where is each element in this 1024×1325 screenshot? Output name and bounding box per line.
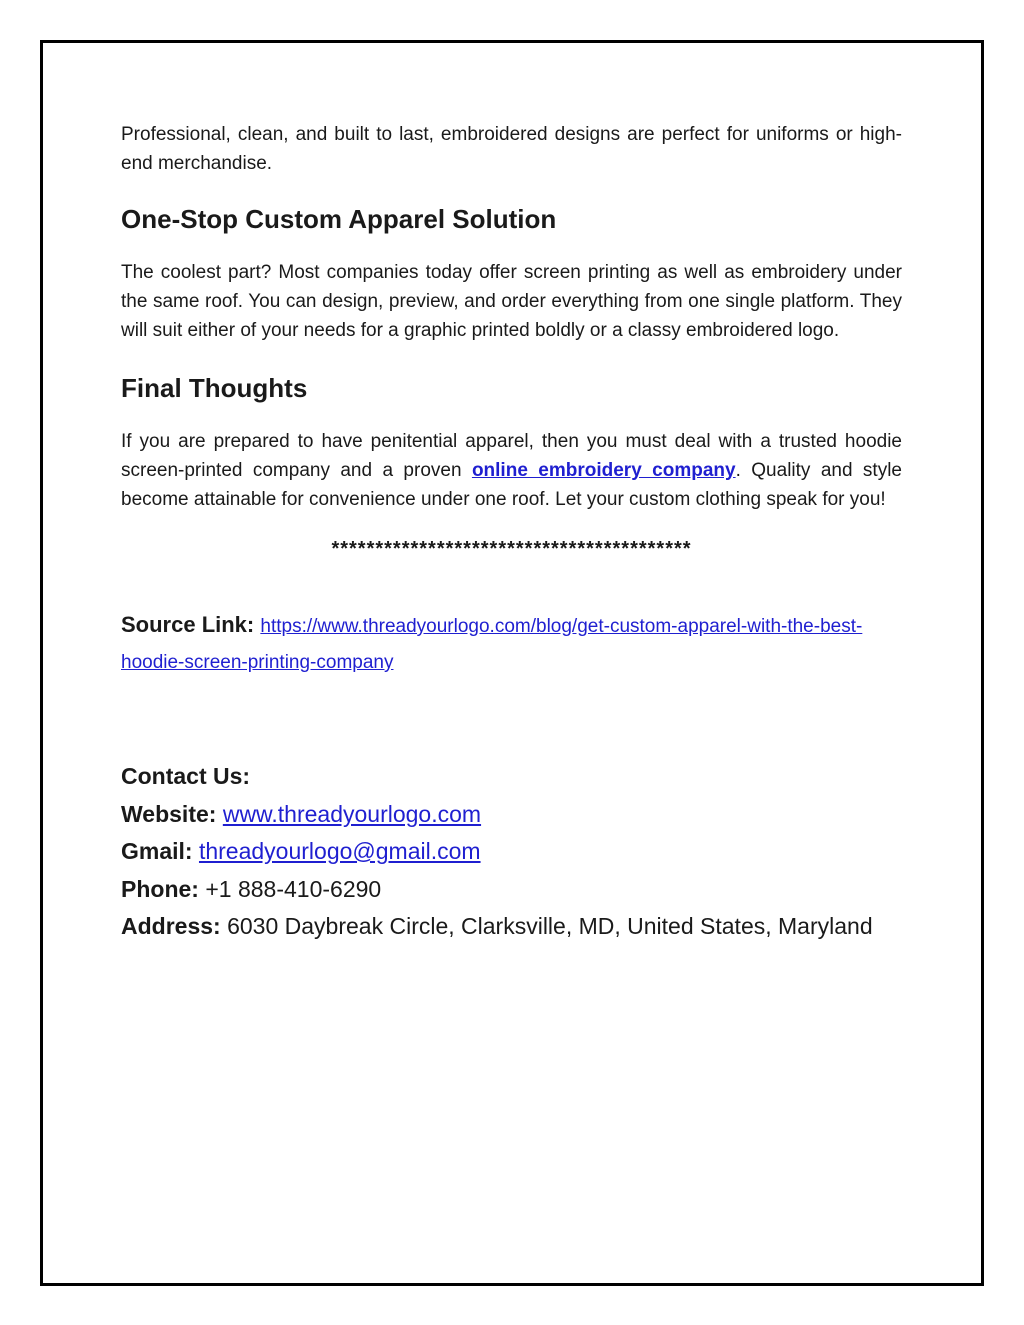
phone-label: Phone:: [121, 875, 199, 902]
address-row: [121, 908, 902, 946]
website-link[interactable]: www.threadyourlogo.com: [222, 800, 482, 827]
intro-paragraph: Professional, clean, and built to last, embroidered designs are perfect for uniforms or high-end merchandise.: [121, 124, 902, 174]
final-thoughts-paragraph: [121, 427, 902, 514]
contact-block: [121, 758, 902, 946]
phone-row: [121, 871, 902, 909]
final-thoughts-text-before-link: If you are prepared to have penitential apparel, then you must deal with a trusted hoodie screen-printed company and a proven: [121, 431, 902, 481]
asterisk-divider: *****************************************: [331, 538, 692, 560]
address-value: 6030 Daybreak Circle, Clarksville, MD, United States, Maryland: [227, 913, 873, 939]
one-stop-paragraph: The coolest part? Most companies today offer screen printing as well as embroidery under the same roof. You can design, preview, and order everything from one single platform. They will suit either of your needs for a graphic printed boldly or a classy embroidered logo.: [121, 262, 902, 341]
gmail-link[interactable]: threadyourlogo@gmail.com: [198, 838, 481, 864]
source-link-label: Source Link:: [121, 612, 255, 637]
website-row: [121, 796, 902, 834]
source-link-block: [121, 608, 902, 680]
section-heading-one-stop: One-Stop Custom Apparel Solution: [121, 204, 557, 234]
final-thoughts-text-after-link: . Quality and style become attainable for convenience under one roof. Let your custom clothing speak for you!: [121, 460, 902, 510]
contact-heading: Contact Us:: [121, 763, 251, 789]
website-label: Website:: [121, 800, 217, 827]
online-embroidery-company-link[interactable]: online embroidery company: [471, 460, 736, 481]
phone-value: +1 888-410-6290: [205, 875, 382, 902]
section-heading-final-thoughts: Final Thoughts: [121, 373, 308, 403]
document-content: [121, 120, 902, 946]
gmail-label: Gmail:: [121, 838, 193, 864]
source-url-link[interactable]: https://www.threadyourlogo.com/blog/get-custom-apparel-with-the-best-hoodie-screen-printing-company: [121, 616, 863, 673]
gmail-row: [121, 833, 902, 871]
contact-heading-row: [121, 758, 902, 796]
address-label: Address:: [121, 913, 221, 939]
